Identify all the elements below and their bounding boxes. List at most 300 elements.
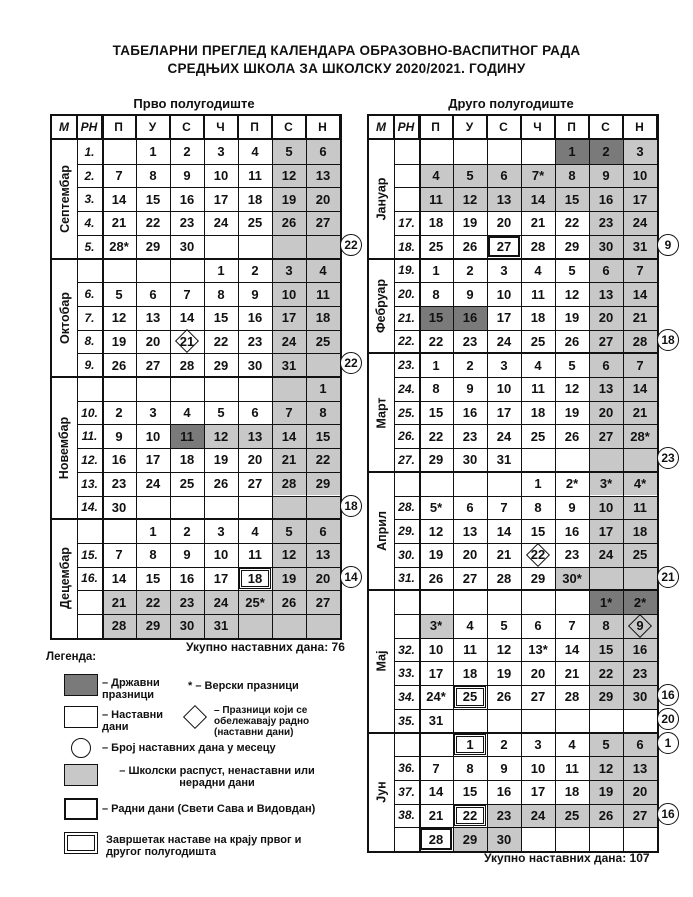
day-cell: 26 xyxy=(213,476,229,492)
week-number xyxy=(77,259,102,283)
day-cell: 20 xyxy=(496,215,512,231)
day-cell xyxy=(272,614,306,638)
grid-line xyxy=(77,330,340,331)
day-cell xyxy=(238,496,272,520)
day-cell: 21 xyxy=(496,547,512,563)
week-number: 28. xyxy=(398,500,415,515)
day-cell xyxy=(623,567,657,591)
day-cell: 5 xyxy=(272,140,306,164)
second-row xyxy=(369,424,657,448)
grid-line xyxy=(394,567,657,568)
second-semester-calendar xyxy=(367,114,659,853)
day-cell: 23 xyxy=(623,661,657,685)
second-row xyxy=(369,306,657,330)
day-cell: 8 xyxy=(555,164,589,188)
day-cell xyxy=(555,827,589,851)
week-number: 36. xyxy=(398,761,415,776)
day-cell: 21 xyxy=(564,665,580,681)
day-cell: 4 xyxy=(534,357,542,373)
day-cell: 9 xyxy=(251,286,259,302)
week-number: 2. xyxy=(84,168,95,183)
day-cell: 31 xyxy=(204,614,238,638)
day-cell: 28 xyxy=(179,357,195,373)
day-cell: 31 xyxy=(272,353,306,377)
day-cell: 18 xyxy=(623,519,657,543)
day-cell: 21 xyxy=(623,401,657,425)
day-cell: 18 xyxy=(428,215,444,231)
second-row xyxy=(369,330,657,354)
day-cell: 13 xyxy=(623,756,657,780)
day-cell: 14 xyxy=(428,784,444,800)
day-cell xyxy=(589,709,623,733)
week-number: 27. xyxy=(398,452,415,467)
day-cell xyxy=(555,448,589,472)
legend-end-of-term: Завршетак наставе на крају првог и другог полугодишта xyxy=(106,834,302,858)
day-cell: 2 xyxy=(183,144,191,160)
teaching-days-count: 18 xyxy=(657,329,679,351)
day-cell: 29 xyxy=(213,357,229,373)
grid-line xyxy=(394,614,657,615)
day-cell: 27 xyxy=(589,424,623,448)
day-cell xyxy=(238,377,272,401)
grid-line xyxy=(394,187,657,188)
day-cell: 30 xyxy=(589,235,623,259)
day-cell: 26 xyxy=(589,804,623,828)
week-number: 34. xyxy=(398,689,415,704)
legend-teaching-days: – Наставни дани xyxy=(102,709,164,733)
day-cell: 27 xyxy=(487,235,521,259)
week-number: 13. xyxy=(81,476,98,491)
day-cell: 8 xyxy=(306,401,340,425)
day-cell: 8 xyxy=(432,286,440,302)
day-cell: 19 xyxy=(496,665,512,681)
month-label: Новембар xyxy=(52,377,77,519)
day-cell: 26 xyxy=(111,357,127,373)
day-cell: 28* xyxy=(623,424,657,448)
day-cell xyxy=(453,472,487,496)
day-cell xyxy=(521,590,555,614)
day-cell: 26 xyxy=(496,689,512,705)
day-cell: 9 xyxy=(183,547,191,563)
first-header-0: М xyxy=(52,116,77,140)
grid-line xyxy=(77,614,340,615)
day-cell: 17 xyxy=(496,405,512,421)
day-cell: 19 xyxy=(462,215,478,231)
day-cell xyxy=(487,472,521,496)
day-cell: 29 xyxy=(564,239,580,255)
day-cell: 12 xyxy=(453,187,487,211)
day-cell: 18 xyxy=(179,452,195,468)
day-cell xyxy=(589,827,623,851)
day-cell: 27 xyxy=(247,476,263,492)
week-number: 1. xyxy=(84,144,95,159)
title-line-2: СРЕДЊИХ ШКОЛА ЗА ШКОЛСКУ 2020/2021. ГОДИНУ xyxy=(167,61,526,76)
second-row xyxy=(369,282,657,306)
day-cell: 22 xyxy=(428,333,444,349)
month-divider xyxy=(52,376,340,378)
day-cell: 25 xyxy=(530,428,546,444)
day-cell: 6 xyxy=(589,353,623,377)
day-cell: 20 xyxy=(306,187,340,211)
day-cell: 8 xyxy=(466,760,474,776)
second-row xyxy=(369,472,657,496)
teaching-days-count: 22 xyxy=(340,234,362,256)
grid-line xyxy=(77,448,340,449)
first-row xyxy=(52,140,340,164)
day-cell: 26 xyxy=(564,333,580,349)
day-cell: 21 xyxy=(272,448,306,472)
month-label: Октобар xyxy=(52,259,77,378)
day-cell: 17 xyxy=(213,570,229,586)
day-cell: 20 xyxy=(589,401,623,425)
day-cell: 4 xyxy=(568,736,576,752)
week-number xyxy=(394,733,419,757)
day-cell: 23 xyxy=(487,804,521,828)
day-cell: 15 xyxy=(419,306,453,330)
week-number: 9. xyxy=(84,358,95,373)
day-cell: 14 xyxy=(623,282,657,306)
day-cell: 20 xyxy=(306,567,340,591)
first-header-5: Ч xyxy=(204,116,238,140)
second-row xyxy=(369,638,657,662)
day-cell: 14 xyxy=(496,523,512,539)
day-cell: 19 xyxy=(589,780,623,804)
week-number: 19. xyxy=(398,263,415,278)
teaching-days-count: 21 xyxy=(657,566,679,588)
first-semester-total: Укупно наставних дана: 76 xyxy=(186,640,345,654)
day-cell: 24 xyxy=(145,476,161,492)
day-cell xyxy=(419,733,453,757)
second-semester-total: Укупно наставних дана: 107 xyxy=(484,851,650,865)
day-cell: 16 xyxy=(247,310,263,326)
day-cell: 17 xyxy=(623,187,657,211)
first-header-1: РН xyxy=(77,116,102,140)
second-row xyxy=(369,211,657,235)
day-cell: 24 xyxy=(204,590,238,614)
day-cell xyxy=(170,259,204,283)
day-cell: 5 xyxy=(589,733,623,757)
day-cell: 11 xyxy=(248,168,262,184)
day-cell: 8 xyxy=(149,547,157,563)
grid-line xyxy=(394,827,657,828)
day-cell: 1 xyxy=(453,733,487,757)
day-cell: 9 xyxy=(115,428,123,444)
grid-line xyxy=(77,282,340,283)
week-number: 20. xyxy=(398,287,415,302)
week-number xyxy=(394,164,419,188)
day-cell: 11 xyxy=(170,424,204,448)
day-cell: 12 xyxy=(111,310,127,326)
day-cell: 13 xyxy=(462,523,478,539)
day-cell: 6 xyxy=(589,259,623,283)
month-label: Децембар xyxy=(52,519,77,638)
second-row xyxy=(369,685,657,709)
day-cell: 7 xyxy=(115,168,123,184)
day-cell: 29 xyxy=(453,827,487,851)
day-cell: 4 xyxy=(466,618,474,634)
day-cell: 25 xyxy=(428,239,444,255)
week-number xyxy=(394,140,419,164)
grid-line xyxy=(394,211,657,212)
day-cell: 22 xyxy=(589,661,623,685)
month-label: Март xyxy=(369,353,394,472)
second-row xyxy=(369,543,657,567)
day-cell xyxy=(453,590,487,614)
week-number xyxy=(77,519,102,543)
week-number xyxy=(394,827,419,851)
day-cell: 9 xyxy=(466,286,474,302)
day-cell: 7* xyxy=(521,164,555,188)
first-row xyxy=(52,235,340,259)
day-cell: 15 xyxy=(555,187,589,211)
day-cell: 25 xyxy=(530,333,546,349)
second-header-4: С xyxy=(487,116,521,140)
day-cell: 1 xyxy=(149,523,157,539)
teaching-days-count: 14 xyxy=(340,566,362,588)
month-divider xyxy=(369,471,657,473)
day-cell: 15 xyxy=(530,523,546,539)
week-number xyxy=(394,614,419,638)
legend-marked-holidays: – Празници који се обележавају радно (наставни дани) xyxy=(214,705,310,738)
legend-end-of-term-swatch xyxy=(64,832,98,854)
month-label: Јануар xyxy=(369,140,394,259)
grid-line xyxy=(394,661,657,662)
day-cell: 10 xyxy=(496,286,512,302)
day-cell: 31 xyxy=(496,452,512,468)
second-row xyxy=(369,614,657,638)
teaching-days-count: 1 xyxy=(657,732,679,754)
week-number: 7. xyxy=(84,310,95,325)
day-cell: 3 xyxy=(217,523,225,539)
day-cell: 24* xyxy=(426,689,446,705)
grid-line xyxy=(77,472,340,473)
first-row xyxy=(52,472,340,496)
day-cell: 19 xyxy=(213,452,229,468)
day-cell: 11 xyxy=(306,282,340,306)
day-cell: 11 xyxy=(531,381,545,397)
day-cell: 20 xyxy=(589,306,623,330)
day-cell xyxy=(306,353,340,377)
day-cell: 16 xyxy=(179,191,195,207)
day-cell: 1 xyxy=(555,140,589,164)
day-cell xyxy=(521,140,555,164)
day-cell: 7 xyxy=(568,618,576,634)
day-cell: 22 xyxy=(564,215,580,231)
legend-count-note: – Број наставних дана у месецу xyxy=(102,742,276,754)
day-cell: 10 xyxy=(589,496,623,520)
day-cell xyxy=(487,709,521,733)
day-cell: 28 xyxy=(564,689,580,705)
week-number: 32. xyxy=(398,642,415,657)
day-cell: 18 xyxy=(247,191,263,207)
legend-state-holidays: – Државни празници xyxy=(102,677,160,701)
day-cell: 10 xyxy=(496,381,512,397)
first-header-7: С xyxy=(272,116,306,140)
second-header-1: РН xyxy=(394,116,419,140)
day-cell: 26 xyxy=(564,428,580,444)
second-semester-heading: Друго полугодиште xyxy=(448,96,574,111)
week-number xyxy=(394,187,419,211)
week-number: 23. xyxy=(398,358,415,373)
day-cell: 9 xyxy=(183,168,191,184)
day-cell xyxy=(102,519,136,543)
day-cell: 15 xyxy=(213,310,229,326)
week-number: 25. xyxy=(398,405,415,420)
day-cell: 16 xyxy=(462,405,478,421)
second-row xyxy=(369,235,657,259)
day-cell xyxy=(589,567,623,591)
week-number: 11. xyxy=(81,429,98,444)
second-row xyxy=(369,140,657,164)
day-cell: 15 xyxy=(145,570,161,586)
day-cell: 5* xyxy=(429,499,443,515)
week-number xyxy=(77,614,102,638)
day-cell: 7 xyxy=(623,353,657,377)
grid-line xyxy=(394,377,657,378)
first-row xyxy=(52,306,340,330)
day-cell: 23 xyxy=(247,333,263,349)
second-header-3: У xyxy=(453,116,487,140)
first-row xyxy=(52,330,340,354)
week-number: 3. xyxy=(84,192,95,207)
day-cell: 12 xyxy=(496,642,512,658)
day-cell xyxy=(204,496,238,520)
day-cell: 31 xyxy=(623,235,657,259)
day-cell: 12 xyxy=(204,424,238,448)
day-cell: 20 xyxy=(145,333,161,349)
day-cell: 4 xyxy=(534,262,542,278)
day-cell: 28 xyxy=(496,570,512,586)
first-row xyxy=(52,519,340,543)
day-cell: 4* xyxy=(623,472,657,496)
day-cell xyxy=(204,377,238,401)
grid-line xyxy=(394,448,657,449)
day-cell: 10 xyxy=(213,547,229,563)
day-cell: 9 xyxy=(466,381,474,397)
day-cell: 17 xyxy=(589,519,623,543)
grid-line xyxy=(453,116,454,851)
grid-line xyxy=(394,164,657,165)
day-cell xyxy=(136,377,170,401)
day-cell: 28 xyxy=(102,614,136,638)
day-cell: 23 xyxy=(462,428,478,444)
day-cell: 12 xyxy=(428,523,444,539)
first-row xyxy=(52,543,340,567)
week-number: 17. xyxy=(398,215,415,230)
teaching-days-count: 16 xyxy=(657,803,679,825)
day-cell: 24 xyxy=(496,428,512,444)
day-cell: 25 xyxy=(453,685,487,709)
grid-line xyxy=(394,804,657,805)
second-header-8: Н xyxy=(623,116,657,140)
grid-line xyxy=(77,590,340,591)
legend-circle-icon xyxy=(71,738,91,758)
month-divider xyxy=(369,589,657,591)
week-number: 8. xyxy=(84,334,95,349)
second-header-7: С xyxy=(589,116,623,140)
month-divider xyxy=(369,352,657,354)
first-row xyxy=(52,211,340,235)
second-row xyxy=(369,187,657,211)
day-cell: 22 xyxy=(428,428,444,444)
day-cell: 15 xyxy=(589,638,623,662)
legend-diamond-icon xyxy=(178,706,212,728)
legend-working-swatch xyxy=(64,798,98,820)
day-cell: 18 xyxy=(306,306,340,330)
day-cell: 8 xyxy=(534,499,542,515)
day-cell: 14 xyxy=(521,187,555,211)
second-header-row xyxy=(369,116,657,140)
day-cell: 13* xyxy=(528,642,548,658)
day-cell: 5 xyxy=(272,519,306,543)
day-cell: 4 xyxy=(251,523,259,539)
day-cell: 25 xyxy=(555,804,589,828)
grid-line xyxy=(77,543,340,544)
day-cell: 26 xyxy=(462,239,478,255)
week-number: 21. xyxy=(398,310,415,325)
day-cell: 7 xyxy=(272,401,306,425)
first-row xyxy=(52,187,340,211)
day-cell: 28 xyxy=(272,472,306,496)
first-row xyxy=(52,590,340,614)
day-cell: 30* xyxy=(555,567,589,591)
day-cell: 1 xyxy=(432,262,440,278)
second-row xyxy=(369,164,657,188)
day-cell: 2 xyxy=(115,405,123,421)
day-cell xyxy=(419,590,453,614)
day-cell xyxy=(272,235,306,259)
week-number xyxy=(394,472,419,496)
day-cell xyxy=(238,614,272,638)
day-cell: 5 xyxy=(500,618,508,634)
day-cell xyxy=(306,614,340,638)
grid-line xyxy=(419,116,421,851)
day-cell: 30 xyxy=(462,452,478,468)
first-row xyxy=(52,401,340,425)
day-cell: 7 xyxy=(500,499,508,515)
day-cell: 6 xyxy=(251,405,259,421)
day-cell xyxy=(623,448,657,472)
legend-religious: * – Верски празници xyxy=(188,680,299,692)
second-row xyxy=(369,353,657,377)
week-number: 30. xyxy=(398,547,415,562)
day-cell: 12 xyxy=(272,164,306,188)
teaching-days-count: 18 xyxy=(340,495,362,517)
day-cell: 11 xyxy=(419,187,453,211)
day-cell: 30 xyxy=(623,685,657,709)
first-row xyxy=(52,424,340,448)
week-number: 29. xyxy=(398,524,415,539)
day-cell: 6 xyxy=(306,140,340,164)
day-cell: 18 xyxy=(530,310,546,326)
day-cell: 4 xyxy=(183,405,191,421)
grid-line xyxy=(77,235,340,236)
first-row xyxy=(52,282,340,306)
day-cell xyxy=(453,140,487,164)
day-cell: 29 xyxy=(306,472,340,496)
day-cell: 10 xyxy=(428,642,444,658)
day-cell: 14 xyxy=(179,310,195,326)
day-cell: 16 xyxy=(589,187,623,211)
grid-line xyxy=(394,519,657,520)
day-cell: 16 xyxy=(496,784,512,800)
day-cell: 26 xyxy=(272,211,306,235)
grid-line xyxy=(77,306,340,307)
day-cell xyxy=(272,377,306,401)
day-cell xyxy=(238,235,272,259)
second-row xyxy=(369,827,657,851)
second-row xyxy=(369,519,657,543)
